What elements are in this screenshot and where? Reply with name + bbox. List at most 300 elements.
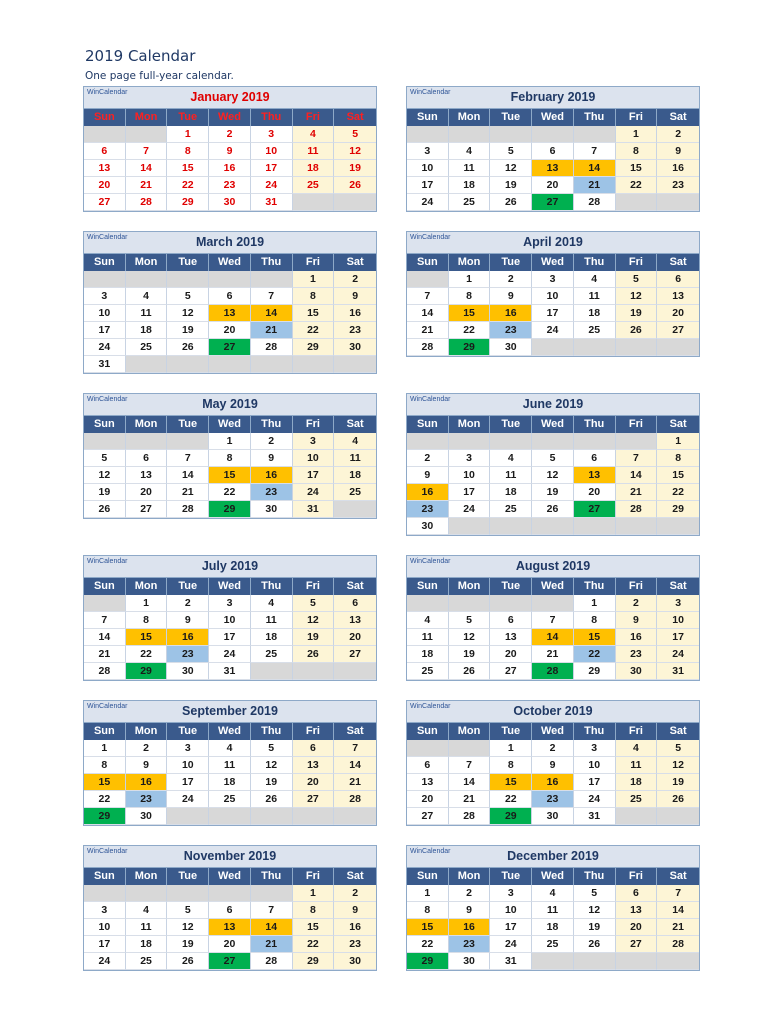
day-cell: 20 [657, 305, 699, 322]
day-cell: 7 [251, 902, 293, 919]
empty-cell [616, 518, 658, 535]
day-cell: 7 [616, 450, 658, 467]
day-cell: 19 [167, 322, 209, 339]
day-cell: 9 [334, 288, 376, 305]
day-cell: 1 [293, 271, 335, 288]
brand-label: WinCalendar [87, 89, 128, 96]
day-cell: 20 [574, 484, 616, 501]
day-cell: 7 [167, 450, 209, 467]
day-cell: 5 [657, 740, 699, 757]
day-cell: 6 [490, 612, 532, 629]
day-cell: 19 [449, 646, 491, 663]
day-header-sat: Sat [657, 416, 699, 433]
day-cell: 4 [126, 288, 168, 305]
brand-label: WinCalendar [410, 703, 451, 710]
day-cell: 21 [407, 322, 449, 339]
day-cell: 13 [574, 467, 616, 484]
day-cell: 6 [574, 450, 616, 467]
day-cell: 23 [407, 501, 449, 518]
day-cell: 26 [574, 936, 616, 953]
day-cell: 25 [126, 339, 168, 356]
day-header-sat: Sat [657, 868, 699, 885]
day-cell: 23 [167, 646, 209, 663]
day-cell: 10 [574, 757, 616, 774]
day-cell: 29 [657, 501, 699, 518]
day-cell: 8 [84, 757, 126, 774]
day-cell: 2 [334, 271, 376, 288]
empty-cell [449, 518, 491, 535]
day-cell: 23 [126, 791, 168, 808]
empty-cell [490, 595, 532, 612]
day-cell: 13 [209, 919, 251, 936]
day-cell: 6 [532, 143, 574, 160]
day-header-tue: Tue [167, 723, 209, 740]
day-cell: 25 [209, 791, 251, 808]
day-cell: 11 [209, 757, 251, 774]
day-cell: 22 [449, 322, 491, 339]
day-cell: 30 [449, 953, 491, 970]
empty-cell [84, 271, 126, 288]
day-cell: 19 [167, 936, 209, 953]
day-cell: 29 [126, 663, 168, 680]
day-cell: 27 [209, 953, 251, 970]
brand-label: WinCalendar [410, 396, 451, 403]
day-cell: 15 [616, 160, 658, 177]
day-header-fri: Fri [616, 254, 658, 271]
day-header-sun: Sun [407, 723, 449, 740]
day-header-sun: Sun [84, 578, 126, 595]
day-cell: 18 [209, 774, 251, 791]
day-cell: 4 [251, 595, 293, 612]
month-grid [84, 868, 376, 970]
brand-label: WinCalendar [410, 234, 451, 241]
day-cell: 24 [84, 953, 126, 970]
day-cell: 17 [449, 484, 491, 501]
day-header-mon: Mon [449, 416, 491, 433]
day-cell: 21 [251, 936, 293, 953]
day-cell: 27 [574, 501, 616, 518]
day-cell: 22 [209, 484, 251, 501]
day-cell: 30 [616, 663, 658, 680]
month-grid [407, 723, 699, 825]
empty-cell [657, 953, 699, 970]
day-cell: 11 [293, 143, 335, 160]
day-cell: 22 [293, 936, 335, 953]
empty-cell [293, 356, 335, 373]
day-cell: 20 [84, 177, 126, 194]
day-cell: 5 [490, 143, 532, 160]
month-title: January 2019 [190, 90, 270, 104]
empty-cell [84, 885, 126, 902]
day-cell: 14 [126, 160, 168, 177]
empty-cell [293, 194, 335, 211]
month-march [83, 231, 377, 374]
day-header-wed: Wed [532, 723, 574, 740]
day-cell: 11 [407, 629, 449, 646]
empty-cell [293, 808, 335, 825]
month-grid [84, 254, 376, 373]
day-cell: 5 [334, 126, 376, 143]
day-cell: 25 [126, 953, 168, 970]
brand-label: WinCalendar [87, 234, 128, 241]
day-cell: 26 [167, 953, 209, 970]
day-cell: 22 [84, 791, 126, 808]
empty-cell [657, 339, 699, 356]
day-cell: 7 [334, 740, 376, 757]
day-cell: 5 [293, 595, 335, 612]
day-cell: 1 [616, 126, 658, 143]
empty-cell [574, 126, 616, 143]
day-header-tue: Tue [490, 109, 532, 126]
day-header-thu: Thu [251, 109, 293, 126]
day-cell: 6 [657, 271, 699, 288]
day-header-sat: Sat [657, 578, 699, 595]
day-header-tue: Tue [490, 868, 532, 885]
day-cell: 4 [209, 740, 251, 757]
day-cell: 17 [293, 467, 335, 484]
day-cell: 30 [126, 808, 168, 825]
day-cell: 16 [407, 484, 449, 501]
day-header-thu: Thu [251, 868, 293, 885]
day-cell: 22 [657, 484, 699, 501]
day-cell: 7 [407, 288, 449, 305]
month-title: August 2019 [515, 559, 591, 573]
day-cell: 12 [616, 288, 658, 305]
day-header-wed: Wed [532, 109, 574, 126]
day-cell: 30 [334, 953, 376, 970]
month-january [83, 86, 377, 212]
day-header-mon: Mon [126, 109, 168, 126]
empty-cell [490, 433, 532, 450]
day-header-wed: Wed [532, 868, 574, 885]
empty-cell [251, 885, 293, 902]
day-header-tue: Tue [167, 416, 209, 433]
day-header-wed: Wed [532, 578, 574, 595]
empty-cell [334, 194, 376, 211]
empty-cell [532, 433, 574, 450]
empty-cell [126, 271, 168, 288]
empty-cell [334, 501, 376, 518]
day-cell: 3 [407, 143, 449, 160]
day-header-fri: Fri [293, 109, 335, 126]
day-header-sun: Sun [84, 254, 126, 271]
day-cell: 13 [657, 288, 699, 305]
day-header-fri: Fri [293, 578, 335, 595]
day-header-fri: Fri [293, 254, 335, 271]
day-header-mon: Mon [126, 723, 168, 740]
day-cell: 19 [251, 774, 293, 791]
day-cell: 8 [490, 757, 532, 774]
day-header-wed: Wed [532, 416, 574, 433]
day-cell: 11 [126, 919, 168, 936]
day-cell: 21 [574, 177, 616, 194]
day-cell: 2 [251, 433, 293, 450]
month-header [407, 846, 699, 868]
empty-cell [616, 339, 658, 356]
day-cell: 12 [251, 757, 293, 774]
day-cell: 30 [490, 339, 532, 356]
day-cell: 27 [84, 194, 126, 211]
day-cell: 1 [209, 433, 251, 450]
day-cell: 6 [84, 143, 126, 160]
day-cell: 20 [532, 177, 574, 194]
day-header-fri: Fri [293, 723, 335, 740]
day-cell: 14 [574, 160, 616, 177]
day-cell: 6 [616, 885, 658, 902]
day-cell: 17 [490, 919, 532, 936]
empty-cell [532, 595, 574, 612]
day-header-sat: Sat [657, 723, 699, 740]
day-cell: 3 [251, 126, 293, 143]
day-cell: 4 [490, 450, 532, 467]
day-cell: 27 [293, 791, 335, 808]
day-header-sun: Sun [407, 254, 449, 271]
empty-cell [167, 808, 209, 825]
empty-cell [574, 339, 616, 356]
day-cell: 1 [490, 740, 532, 757]
month-grid [407, 578, 699, 680]
day-cell: 2 [657, 126, 699, 143]
day-cell: 21 [449, 791, 491, 808]
day-cell: 3 [532, 271, 574, 288]
day-cell: 13 [84, 160, 126, 177]
day-cell: 31 [490, 953, 532, 970]
day-cell: 30 [251, 501, 293, 518]
day-cell: 27 [209, 339, 251, 356]
month-october [406, 700, 700, 826]
empty-cell [490, 126, 532, 143]
day-cell: 28 [334, 791, 376, 808]
day-cell: 1 [657, 433, 699, 450]
day-cell: 24 [209, 646, 251, 663]
day-cell: 8 [209, 450, 251, 467]
day-cell: 8 [407, 902, 449, 919]
month-header [84, 556, 376, 578]
day-cell: 24 [167, 791, 209, 808]
day-cell: 24 [657, 646, 699, 663]
day-header-sat: Sat [334, 578, 376, 595]
day-cell: 16 [657, 160, 699, 177]
day-cell: 10 [167, 757, 209, 774]
day-cell: 19 [293, 629, 335, 646]
day-cell: 29 [293, 339, 335, 356]
day-cell: 28 [167, 501, 209, 518]
empty-cell [449, 740, 491, 757]
day-cell: 19 [574, 919, 616, 936]
day-cell: 24 [490, 936, 532, 953]
day-cell: 14 [407, 305, 449, 322]
day-cell: 10 [251, 143, 293, 160]
day-cell: 17 [407, 177, 449, 194]
day-cell: 13 [616, 902, 658, 919]
day-cell: 7 [84, 612, 126, 629]
day-header-fri: Fri [616, 578, 658, 595]
day-cell: 5 [449, 612, 491, 629]
day-header-fri: Fri [616, 868, 658, 885]
day-cell: 5 [167, 902, 209, 919]
day-cell: 25 [532, 936, 574, 953]
day-header-sat: Sat [334, 868, 376, 885]
day-cell: 26 [84, 501, 126, 518]
day-header-thu: Thu [251, 578, 293, 595]
day-cell: 16 [334, 305, 376, 322]
day-cell: 10 [84, 919, 126, 936]
day-cell: 16 [616, 629, 658, 646]
day-header-fri: Fri [293, 868, 335, 885]
day-cell: 21 [167, 484, 209, 501]
day-cell: 5 [167, 288, 209, 305]
day-cell: 15 [84, 774, 126, 791]
day-cell: 3 [657, 595, 699, 612]
day-cell: 18 [126, 936, 168, 953]
day-cell: 10 [449, 467, 491, 484]
day-cell: 20 [334, 629, 376, 646]
empty-cell [407, 740, 449, 757]
day-cell: 15 [293, 305, 335, 322]
empty-cell [407, 595, 449, 612]
empty-cell [616, 194, 658, 211]
day-cell: 9 [126, 757, 168, 774]
day-cell: 21 [532, 646, 574, 663]
day-header-mon: Mon [449, 723, 491, 740]
empty-cell [126, 885, 168, 902]
day-cell: 2 [449, 885, 491, 902]
day-header-wed: Wed [209, 416, 251, 433]
day-cell: 18 [532, 919, 574, 936]
day-cell: 2 [490, 271, 532, 288]
empty-cell [209, 356, 251, 373]
day-header-sat: Sat [334, 723, 376, 740]
empty-cell [657, 518, 699, 535]
day-cell: 26 [657, 791, 699, 808]
month-grid [84, 109, 376, 211]
day-cell: 3 [167, 740, 209, 757]
day-cell: 5 [251, 740, 293, 757]
day-header-sun: Sun [84, 723, 126, 740]
day-cell: 7 [574, 143, 616, 160]
day-cell: 29 [449, 339, 491, 356]
empty-cell [84, 595, 126, 612]
day-header-fri: Fri [616, 723, 658, 740]
day-cell: 13 [334, 612, 376, 629]
day-cell: 13 [126, 467, 168, 484]
day-header-thu: Thu [574, 254, 616, 271]
month-header [84, 701, 376, 723]
empty-cell [407, 126, 449, 143]
day-cell: 16 [334, 919, 376, 936]
day-cell: 26 [532, 501, 574, 518]
page-title: 2019 Calendar [85, 47, 196, 65]
month-grid [84, 416, 376, 518]
empty-cell [167, 271, 209, 288]
day-cell: 8 [293, 288, 335, 305]
day-cell: 25 [407, 663, 449, 680]
day-cell: 1 [84, 740, 126, 757]
empty-cell [251, 808, 293, 825]
day-cell: 22 [293, 322, 335, 339]
day-cell: 19 [334, 160, 376, 177]
day-cell: 17 [251, 160, 293, 177]
day-header-fri: Fri [616, 416, 658, 433]
day-cell: 29 [293, 953, 335, 970]
day-cell: 30 [334, 339, 376, 356]
day-cell: 14 [532, 629, 574, 646]
day-cell: 2 [334, 885, 376, 902]
day-cell: 15 [167, 160, 209, 177]
month-november [83, 845, 377, 971]
day-header-sat: Sat [334, 109, 376, 126]
day-cell: 8 [126, 612, 168, 629]
day-cell: 23 [334, 936, 376, 953]
day-cell: 5 [574, 885, 616, 902]
day-cell: 29 [167, 194, 209, 211]
day-cell: 15 [449, 305, 491, 322]
day-cell: 28 [251, 953, 293, 970]
empty-cell [209, 808, 251, 825]
day-cell: 15 [574, 629, 616, 646]
day-cell: 10 [84, 305, 126, 322]
day-cell: 13 [293, 757, 335, 774]
month-header [407, 394, 699, 416]
day-cell: 26 [334, 177, 376, 194]
day-cell: 17 [657, 629, 699, 646]
day-cell: 12 [293, 612, 335, 629]
day-cell: 18 [574, 305, 616, 322]
day-cell: 21 [84, 646, 126, 663]
day-cell: 8 [293, 902, 335, 919]
day-cell: 25 [449, 194, 491, 211]
day-cell: 25 [490, 501, 532, 518]
empty-cell [334, 663, 376, 680]
day-cell: 2 [126, 740, 168, 757]
day-header-wed: Wed [209, 254, 251, 271]
day-cell: 12 [167, 305, 209, 322]
day-cell: 23 [209, 177, 251, 194]
month-grid [84, 578, 376, 680]
day-cell: 19 [657, 774, 699, 791]
day-cell: 9 [657, 143, 699, 160]
day-cell: 23 [334, 322, 376, 339]
day-cell: 27 [616, 936, 658, 953]
day-header-thu: Thu [251, 254, 293, 271]
day-cell: 7 [126, 143, 168, 160]
day-cell: 24 [293, 484, 335, 501]
day-header-tue: Tue [167, 109, 209, 126]
brand-label: WinCalendar [87, 703, 128, 710]
day-cell: 31 [293, 501, 335, 518]
day-cell: 3 [449, 450, 491, 467]
day-cell: 15 [407, 919, 449, 936]
day-cell: 10 [209, 612, 251, 629]
day-cell: 4 [407, 612, 449, 629]
day-cell: 22 [126, 646, 168, 663]
day-cell: 12 [84, 467, 126, 484]
day-cell: 18 [616, 774, 658, 791]
day-cell: 9 [616, 612, 658, 629]
day-cell: 17 [84, 322, 126, 339]
day-cell: 13 [407, 774, 449, 791]
day-cell: 8 [616, 143, 658, 160]
day-cell: 23 [449, 936, 491, 953]
day-cell: 6 [407, 757, 449, 774]
day-cell: 2 [407, 450, 449, 467]
empty-cell [407, 433, 449, 450]
day-cell: 11 [532, 902, 574, 919]
day-cell: 29 [209, 501, 251, 518]
day-header-sat: Sat [334, 416, 376, 433]
day-header-tue: Tue [167, 578, 209, 595]
empty-cell [251, 663, 293, 680]
